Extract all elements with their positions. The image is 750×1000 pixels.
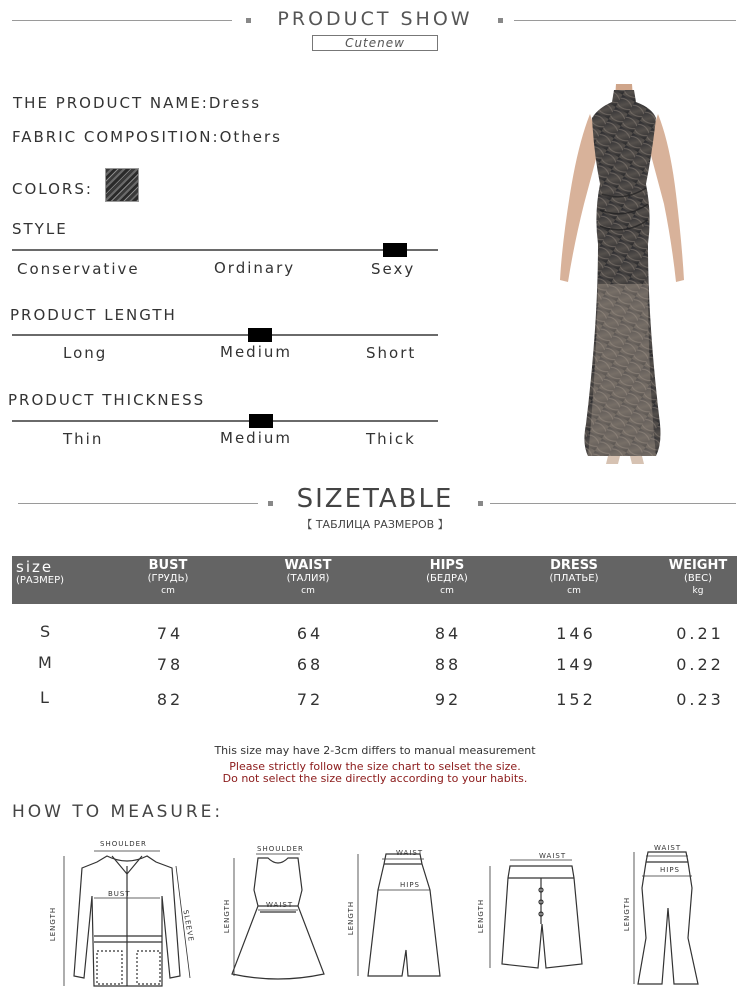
row-s-dress: 146 <box>556 624 596 643</box>
skirt-hips-label: HIPS <box>400 881 420 889</box>
header-dress <box>534 559 614 598</box>
dress-waist-label: WAIST <box>266 901 294 909</box>
pants-length-label: LENGTH <box>623 896 632 932</box>
row-l-size: L <box>40 688 49 707</box>
length-title: PRODUCT LENGTH <box>10 306 177 324</box>
row-l-weight: 0.23 <box>676 690 724 709</box>
shorts-diagram <box>480 854 600 974</box>
thickness-label-medium: Medium <box>220 429 292 447</box>
row-m-bust: 78 <box>156 655 184 674</box>
row-s-waist: 64 <box>296 624 324 643</box>
size-table-header <box>12 556 737 604</box>
row-m-weight: 0.22 <box>676 655 724 674</box>
size-warning-1: Please strictly follow the size chart to selset the size. <box>229 760 521 773</box>
header-dress-unit: cm <box>567 586 581 596</box>
row-m-hips: 88 <box>434 655 462 674</box>
row-m-dress: 149 <box>556 655 596 674</box>
product-photo <box>548 84 698 464</box>
header-bust-main: BUST <box>148 558 188 573</box>
header-weight <box>658 559 738 598</box>
thickness-title: PRODUCT THICKNESS <box>8 391 206 409</box>
style-label-conservative: Conservative <box>17 260 140 278</box>
row-m-size: M <box>38 653 52 672</box>
jacket-length-label: LENGTH <box>49 906 58 942</box>
header-weight-ru: (ВЕС) <box>684 573 712 584</box>
style-label-sexy: Sexy <box>371 260 416 278</box>
sizetable-rule-right <box>490 503 736 504</box>
style-label-ordinary: Ordinary <box>214 259 296 277</box>
header-size <box>16 558 86 587</box>
row-l-hips: 92 <box>434 690 462 709</box>
colors-label: COLORS: <box>12 180 93 198</box>
header-waist-ru: (ТАЛИЯ) <box>286 573 330 584</box>
row-l-waist: 72 <box>296 690 324 709</box>
color-swatch[interactable] <box>105 168 139 202</box>
row-s-hips: 84 <box>434 624 462 643</box>
skirt-diagram <box>356 850 446 985</box>
header-size-main: size <box>16 558 54 576</box>
row-l-dress: 152 <box>556 690 596 709</box>
header-hips-ru: (БЕДРА) <box>426 573 468 584</box>
header-size-ru: (РАЗМЕР) <box>16 575 65 586</box>
jacket-bust-label: BUST <box>108 890 131 898</box>
skirt-length-label: LENGTH <box>347 900 356 936</box>
header-hips-main: HIPS <box>429 558 465 573</box>
length-label-medium: Medium <box>220 343 292 361</box>
thickness-label-thick: Thick <box>366 430 416 448</box>
shorts-waist-label: WAIST <box>539 852 567 860</box>
header-waist-main: WAIST <box>284 558 332 573</box>
dress-diagram <box>228 850 328 985</box>
jacket-diagram <box>52 836 202 991</box>
thickness-scale-line <box>12 420 438 422</box>
sizetable-dot-right <box>478 501 483 506</box>
length-scale-line <box>12 334 438 336</box>
sizetable-subtitle: 【 ТАБЛИЦА РАЗМЕРОВ 】 <box>301 518 449 531</box>
style-title: STYLE <box>12 220 68 238</box>
thickness-label-thin: Thin <box>63 430 104 448</box>
skirt-waist-label: WAIST <box>396 849 424 857</box>
row-m-waist: 68 <box>296 655 324 674</box>
header-waist-unit: cm <box>301 586 315 596</box>
dress-shoulder-label: SHOULDER <box>257 845 304 853</box>
row-s-bust: 74 <box>156 624 184 643</box>
sizetable-title: SIZETABLE <box>296 484 454 514</box>
header-bust <box>128 559 208 598</box>
header-dot-right <box>498 18 503 23</box>
length-label-long: Long <box>63 344 108 362</box>
dress-length-label: LENGTH <box>223 898 232 934</box>
jacket-shoulder-label: SHOULDER <box>100 840 147 848</box>
page-title: PRODUCT SHOW <box>277 8 473 30</box>
length-scale-marker <box>248 328 272 342</box>
style-scale-line <box>12 249 438 251</box>
thickness-scale-marker <box>249 414 273 428</box>
size-warning-2: Do not select the size directly according to your habits. <box>222 772 528 785</box>
pants-hips-label: HIPS <box>660 866 680 874</box>
header-weight-unit: kg <box>692 586 704 596</box>
header-bust-unit: cm <box>161 586 175 596</box>
product-name: THE PRODUCT NAME:Dress <box>13 94 262 112</box>
header-bust-ru: (ГРУДЬ) <box>147 573 189 584</box>
style-scale-marker <box>383 243 407 257</box>
fabric-composition: FABRIC COMPOSITION:Others <box>12 128 282 146</box>
header-weight-main: WEIGHT <box>668 558 728 573</box>
how-to-measure-title: HOW TO MEASURE: <box>12 802 224 822</box>
brand-label: Cutenew <box>312 35 438 51</box>
header-dress-main: DRESS <box>550 558 598 573</box>
shorts-length-label: LENGTH <box>477 898 486 934</box>
header-waist <box>268 559 348 598</box>
header-rule-right <box>514 20 736 21</box>
header-hips-unit: cm <box>440 586 454 596</box>
measurement-note: This size may have 2-3cm differs to manual measurement <box>214 744 536 757</box>
length-label-short: Short <box>366 344 417 362</box>
row-s-size: S <box>40 622 51 641</box>
pants-waist-label: WAIST <box>654 844 682 852</box>
row-l-bust: 82 <box>156 690 184 709</box>
header-dress-ru: (ПЛАТЬЕ) <box>549 573 599 584</box>
row-s-weight: 0.21 <box>676 624 724 643</box>
jacket-sleeve-label: SLEEVE <box>181 909 195 943</box>
header-hips <box>407 559 487 598</box>
